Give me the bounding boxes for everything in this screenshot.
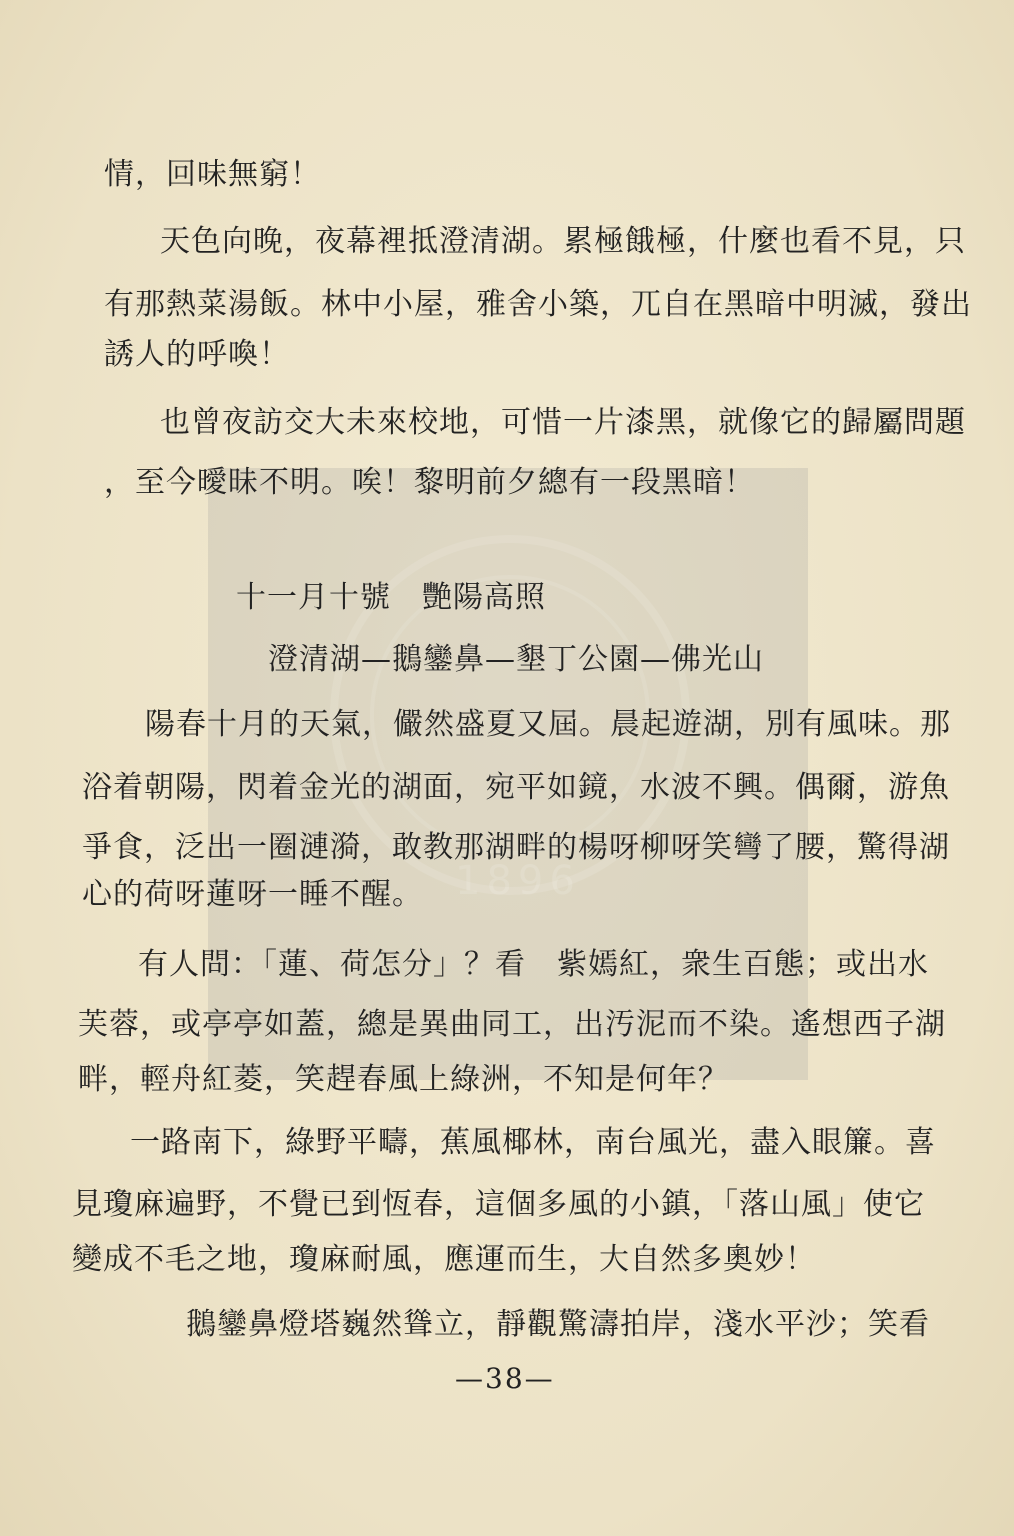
text-line: 浴着朝陽，閃着金光的湖面，宛平如鏡，水波不興。偶爾，游魚	[82, 770, 950, 805]
text-line: 鵝鑾鼻燈塔巍然聳立，靜觀驚濤拍岸，淺水平沙；笑看	[186, 1307, 930, 1342]
date-heading: 十一月十號 艷陽高照	[236, 580, 546, 615]
text-line: 見瓊麻遍野，不覺已到恆春，這個多風的小鎮，「落山風」使它	[72, 1187, 925, 1222]
route-heading: 澄清湖—鵝鑾鼻—墾丁公園—佛光山	[268, 642, 764, 677]
page-number: —38—	[455, 1362, 555, 1395]
text-line: 變成不毛之地，瓊麻耐風，應運而生，大自然多奧妙！	[72, 1242, 816, 1277]
text-line: 誘人的呼喚！	[104, 337, 290, 372]
text-line: ，至今曖昧不明。唉！黎明前夕總有一段黑暗！	[104, 465, 755, 500]
text-line: 畔，輕舟紅菱，笑趕春風上綠洲，不知是何年？	[78, 1062, 729, 1097]
text-line: 情，回味無窮！	[104, 157, 321, 192]
text-line: 芙蓉，或亭亭如蓋，總是異曲同工，出汚泥而不染。遙想西子湖	[78, 1007, 946, 1042]
text-line: 陽春十月的天氣，儼然盛夏又屆。晨起遊湖，別有風味。那	[145, 707, 951, 742]
stamp-year: 1896	[455, 858, 581, 904]
text-line: 爭食，泛出一圈漣漪，敢教那湖畔的楊呀柳呀笑彎了腰，驚得湖	[82, 830, 950, 865]
text-line: 一路南下，綠野平疇，蕉風椰林，南台風光，盡入眼簾。喜	[130, 1125, 936, 1160]
text-line: 心的荷呀蓮呀一睡不醒。	[82, 877, 423, 912]
text-line: 有人問：「蓮、荷怎分」？看 紫嫣紅，衆生百態；或出水	[138, 947, 929, 982]
text-line: 也曾夜訪交大未來校地，可惜一片漆黑，就像它的歸屬問題	[160, 405, 966, 440]
text-line: 天色向晚，夜幕裡抵澄清湖。累極餓極，什麼也看不見，只	[160, 224, 966, 259]
text-line: 有那熱菜湯飯。林中小屋，雅舍小築，兀自在黑暗中明滅，發出	[104, 287, 972, 322]
